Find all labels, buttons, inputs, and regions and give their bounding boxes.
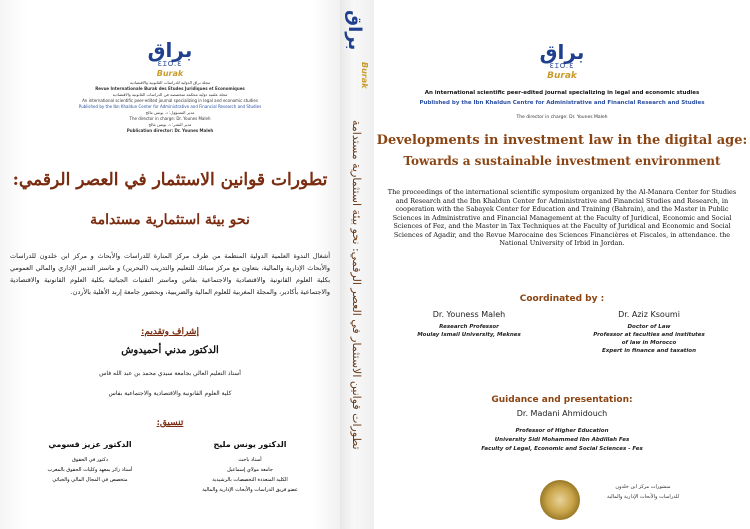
right-director: The director in charge: Dr. Younes Maleh: [516, 115, 608, 120]
guide-name: Dr. Madani Ahmidouch: [516, 409, 608, 418]
coord-right-role: جامعة مولاي إسماعيل: [227, 467, 273, 473]
director-ar: مدير المسؤول: د. يونس مالح: [145, 110, 195, 115]
coord-left-role: دكتور في الحقوق: [72, 457, 108, 463]
guide-role: University Sidi Mohammed Ibn Abdillah Fes: [494, 437, 630, 443]
director-en: The director in charge: Dr. Younes Maleh: [129, 116, 211, 121]
right-title-line2: Towards a sustainable investment environment: [403, 154, 721, 168]
coord-left-role: أستاذ زائر بمعهد وكليات الحقوق بالمغرب: [47, 467, 133, 473]
pub-director-ar: مدير النشر: د. يونس مالح: [148, 122, 192, 127]
coord1-role: Research Professor: [439, 324, 499, 330]
english-page: [374, 0, 750, 529]
supervisor-role1: أستاذ التعليم العالي بجامعة سيدي محمد بن عبد الله فاس: [99, 370, 241, 377]
coord-right-name: الدكتور يونس مليح: [213, 440, 287, 449]
logo-brand: Burak: [547, 71, 577, 81]
guide-role: Professor of Higher Education: [515, 428, 609, 434]
spine-title: تطورات قوانين الاستثمار في العصر الرقمي: نحو بيئة استثمارية مستدامة: [350, 120, 363, 450]
spine-logo-arabic: براق: [344, 10, 365, 51]
right-title-line1: Developments in investment law in the digital age:: [376, 133, 748, 148]
coord-left-role: متخصص في المجال المالي والجبائي: [52, 477, 128, 483]
right-paragraph: The proceedings of the international scientific symposium organized by the Al-Manara Center for Studies and Research and the Ibn Khaldun Center for Administrative and Financial Studies and Research, in cooperation with the Sabayek Center for Education and Training (Bahrain), and the Master in Public Sciences in Administrative and Financial Management at the Faculty of Juridical, Economic and Social Sciences of Fez, and the Master in Tax Techniques at the Faculty of Juridical and Economic and Social Sciences of Agadir, and the Revue Marocaine des Sciences Financières et Fiscales, in attendance. the National University of Irbid in Jordan.: [387, 188, 737, 247]
coord2-role: of law in Morocco: [621, 340, 677, 346]
coordination-label: تنسيق:: [156, 418, 184, 428]
footer-line2: للدراسات والأبحاث الإدارية والمالية: [606, 494, 680, 500]
left-title-line1: تطورات قوانين الاستثمار في العصر الرقمي:: [12, 170, 328, 190]
logo-arabic: براق: [539, 40, 585, 64]
logo-brand: Burak: [156, 69, 184, 78]
guidance-label: Guidance and presentation:: [491, 395, 633, 405]
guide-role: Faculty of Legal, Economic and Social Sciences - Fes: [481, 446, 643, 452]
publisher-en: Published by the Ibn Khaldun Center for Administrative and Financial Research and Studies: [78, 104, 262, 109]
pub-director-en: Publication director: Dr. Younes Maleh: [126, 128, 214, 133]
coordinated-label: Coordinated by :: [519, 294, 605, 304]
coord1-role: Moulay Ismail University, Meknes: [417, 332, 521, 338]
footer-line1: منشورات مركز ابن خلدون: [615, 484, 671, 490]
coord2-role: Doctor of Law: [627, 324, 671, 330]
coord-left-name: الدكتور عزيز قسومي: [48, 440, 132, 449]
coord-right-role: أستاذ باحث: [238, 457, 262, 463]
coord-right-role: الكلية المتعددة التخصصات بالرشيدية: [212, 477, 288, 483]
coordinator-left: [10, 440, 170, 485]
logo-arabic: براق: [147, 38, 193, 62]
arabic-page: [0, 0, 340, 529]
spine-brand: Burak: [360, 62, 369, 89]
coordinator-right: [170, 440, 330, 495]
left-logo: [0, 40, 340, 78]
supervision-label: إشراف وتقديم:: [141, 327, 199, 337]
right-logo: [374, 42, 750, 81]
left-header-lines: [40, 80, 300, 134]
publisher-seal-icon: [540, 480, 580, 520]
logo-tifinagh: ƐꞮO.Ɛ: [549, 62, 575, 70]
spine-logo: [344, 10, 365, 50]
supervisor-name: الدكتور مدني أحميدوش: [121, 345, 219, 356]
book-spine: [340, 0, 374, 529]
right-subtitle: An international scientific peer-edited journal specializing in legal and economic studies: [424, 90, 700, 96]
left-paragraph: أشغال الندوة العلمية الدولية المنظمة من طرف مركز المنارة للدراسات والأبحاث و مركز ابن خلدون للدراسات والأبحاث الإدارية والمالية، بتعاون مع مركز سبائك للتعليم والتدريب (البحرين) و ماستر التدبير الإداري والمالي العمومي بكلية العلوم القانونية والاقتصادية والاجتماعية بفاس وماستر التقنيات الجبائية بكلية العلوم القانونية والاقتصادية والاجتماعية بأكادير، والمجلة المغربية للعلوم المالية والضريبية، وبحضور جامعة إربد الأهلية بالأردن.: [10, 252, 330, 296]
journal-desc-ar: مجلة علمية دولية محكمة متخصصة في الدراسات القانونية والاقتصادية: [112, 92, 228, 97]
right-publisher: Published by the Ibn Khaldun Centre for Administrative and Financial Research and Studies: [419, 100, 705, 106]
left-title-line2: نحو بيئة استثمارية مستدامة: [90, 212, 250, 228]
journal-desc-en: An international scientific peer-edited journal specializing in legal and economic studies: [82, 98, 258, 103]
journal-name-fr: Revue Internationale Burak des Etudes Juridiques et Economiques: [95, 86, 245, 91]
coord2-name: Dr. Aziz Ksoumi: [618, 310, 680, 319]
coord1-name: Dr. Youness Maleh: [432, 310, 506, 319]
supervisor-role2: كلية العلوم القانونية والاقتصادية والاجتماعية بفاس: [108, 390, 232, 397]
logo-tifinagh: ƐꞮO.Ɛ: [157, 60, 183, 68]
coord2-role: Expert in finance and taxation: [601, 348, 696, 354]
footer-publisher: [588, 482, 698, 502]
coord-right-role: عضو فريق الدراسات والأبحاث الإدارية والمالية: [202, 487, 298, 493]
journal-name-ar: مجلة براق الدولية للدراسات القانونية والاقتصادية: [129, 80, 211, 85]
coord2-role: Professor at faculties and institutes: [593, 332, 705, 338]
